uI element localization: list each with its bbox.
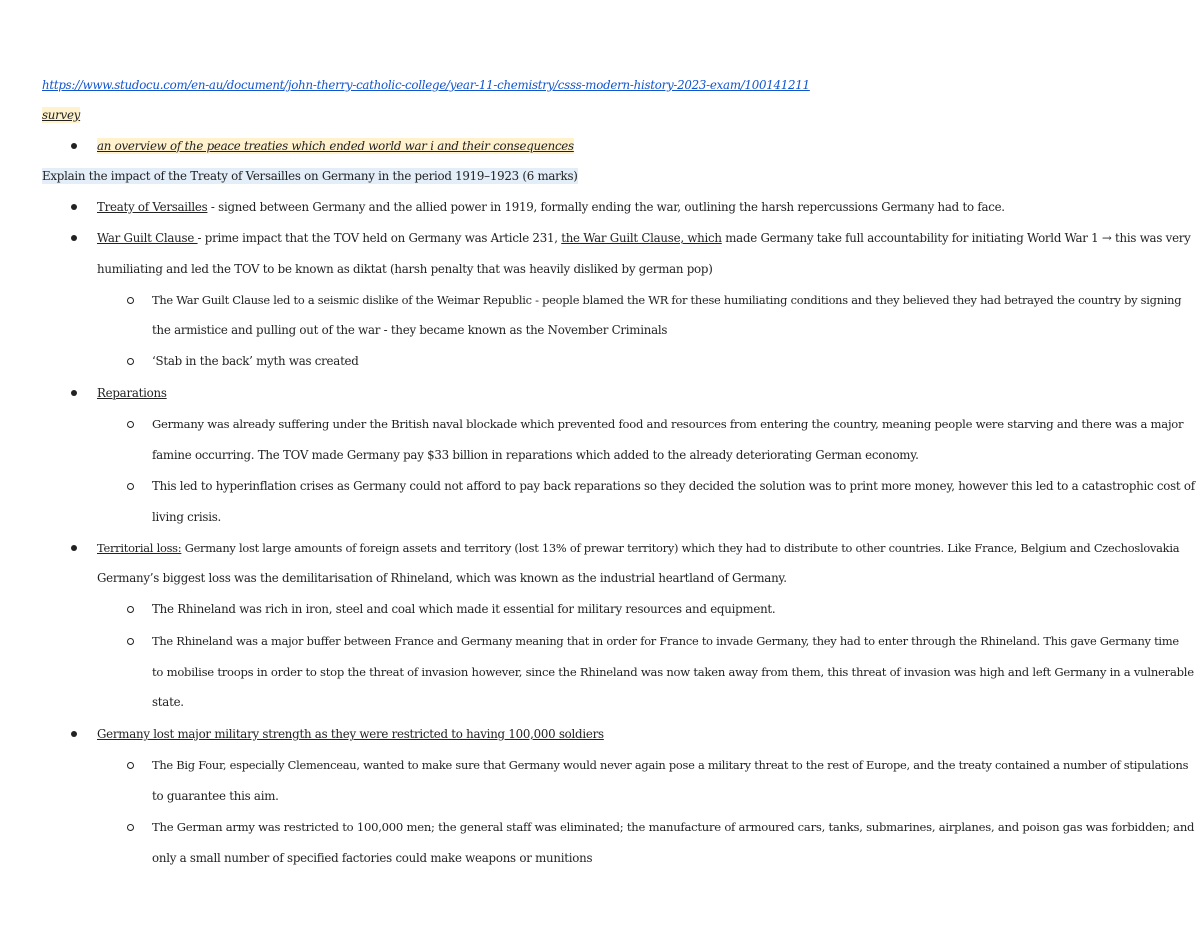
wgc-text-line2: humiliating and led the TOV to be known as diktat (harsh penalty that was heavily disliked by german pop) xyxy=(97,262,713,276)
wgc-sub1-line1: The War Guilt Clause led to a seismic dislike of the Weimar Republic - people blamed the WR for these humiliating conditions and they believed they had betrayed the country by signing xyxy=(152,293,1182,307)
bullet-circle xyxy=(127,824,134,831)
bullet-dot xyxy=(71,204,77,210)
bullet-dot xyxy=(71,731,77,737)
list-item-tov xyxy=(97,199,1005,215)
list-item-wgc xyxy=(97,230,1191,246)
bullet-dot xyxy=(71,390,77,396)
terr-sub2-line2: to mobilise troops in order to stop the threat of invasion however, since the Rhineland was now taken away from them, this threat of invasion was high and left Germany in a vulnerable xyxy=(152,665,1194,679)
bullet-dot xyxy=(71,143,77,149)
source-link[interactable]: https://www.studocu.com/en-au/document/john-therry-catholic-college/year-11-chemistry/csss-modern-history-2023-exam/100141211 xyxy=(42,78,810,92)
mil-sub1-line1: The Big Four, especially Clemenceau, wanted to make sure that Germany would never again pose a military threat to the rest of Europe, and the treaty contained a number of stipulations xyxy=(152,758,1189,772)
bullet-circle xyxy=(127,421,134,428)
terr-sub2-line3: state. xyxy=(152,695,184,709)
wgc-text-b: made Germany take full accountability for initiating World War 1 → this was very xyxy=(721,231,1191,245)
wgc-sub2: ‘Stab in the back’ myth was created xyxy=(152,354,359,368)
wgc-text-a: - prime impact that the TOV held on Germany was Article 231, xyxy=(197,231,562,245)
terr-text-line2: Germany’s biggest loss was the demilitarisation of Rhineland, which was known as the industrial heartland of Germany. xyxy=(97,571,787,585)
terr-text-line1: Germany lost large amounts of foreign assets and territory (lost 13% of prewar territory) which they had to distribute to other countries. Like France, Belgium and Czechoslovakia xyxy=(181,541,1180,555)
terr-heading: Territorial loss: xyxy=(97,541,182,555)
rep-sub1-line1: Germany was already suffering under the British naval blockade which prevented food and resources from entering the country, meaning people were starving and there was a major xyxy=(152,417,1184,431)
bullet-circle xyxy=(127,483,134,490)
list-item-territory xyxy=(97,540,1179,556)
bullet-circle xyxy=(127,762,134,769)
rep-sub1-line2: famine occurring. The TOV made Germany pay $33 billion in reparations which added to the already deteriorating German economy. xyxy=(152,448,919,462)
wgc-text-underlined: the War Guilt Clause, which xyxy=(561,231,722,245)
terr-sub1: The Rhineland was rich in iron, steel and coal which made it essential for military resources and equipment. xyxy=(152,602,776,616)
bullet-dot xyxy=(71,545,77,551)
bullet-circle xyxy=(127,358,134,365)
bullet-circle xyxy=(127,297,134,304)
survey-point: an overview of the peace treaties which ended world war i and their consequences xyxy=(97,139,574,153)
tov-heading: Treaty of Versailles xyxy=(97,200,208,214)
rep-sub2-line1: This led to hyperinflation crises as Germany could not afford to pay back reparations so they decided the solution was to print more money, however this led to a catastrophic cost of xyxy=(152,479,1195,493)
mil-sub1-line2: to guarantee this aim. xyxy=(152,789,279,803)
mil-sub2-line1: The German army was restricted to 100,000 men; the general staff was eliminated; the manufacture of armoured cars, tanks, submarines, airplanes, and poison gas was forbidden; and xyxy=(152,820,1195,834)
terr-sub2-line1: The Rhineland was a major buffer between France and Germany meaning that in order for France to invade Germany, they had to enter through the Rhineland. This gave Germany time xyxy=(152,634,1179,648)
survey-label: survey xyxy=(42,108,81,122)
wgc-heading: War Guilt Clause xyxy=(97,231,198,245)
wgc-sub1-line2: the armistice and pulling out of the war - they became known as the November Criminals xyxy=(152,323,668,337)
exam-question: Explain the impact of the Treaty of Versailles on Germany in the period 1919–1923 (6 marks) xyxy=(42,169,578,183)
mil-heading: Germany lost major military strength as they were restricted to having 100,000 soldiers xyxy=(97,727,604,741)
bullet-circle xyxy=(127,606,134,613)
tov-text: - signed between Germany and the allied power in 1919, formally ending the war, outlining the harsh repercussions Germany had to face. xyxy=(207,200,1005,214)
rep-heading: Reparations xyxy=(97,386,167,400)
bullet-dot xyxy=(71,235,77,241)
rep-sub2-line2: living crisis. xyxy=(152,510,222,524)
mil-sub2-line2: only a small number of specified factories could make weapons or munitions xyxy=(152,851,593,865)
bullet-circle xyxy=(127,638,134,645)
